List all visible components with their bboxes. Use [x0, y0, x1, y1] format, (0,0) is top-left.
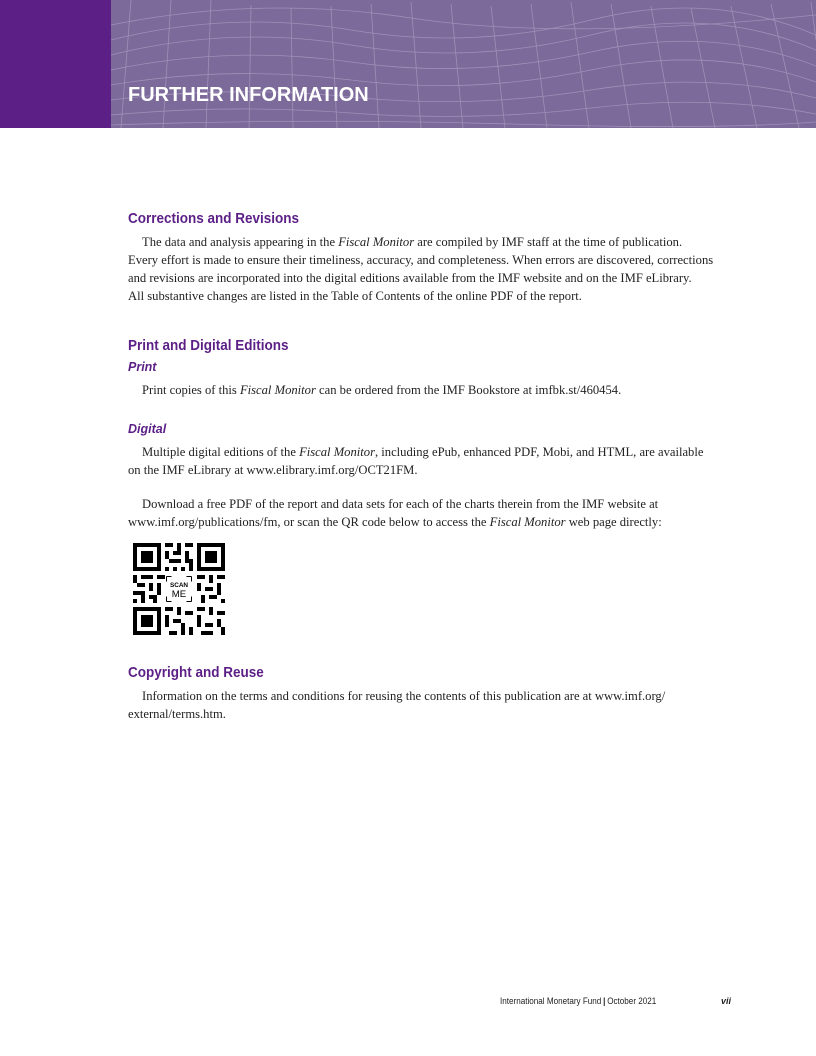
- footer-publisher: [500, 996, 656, 1006]
- page-title: FURTHER INFORMATION: [128, 84, 369, 106]
- copyright-heading: Copyright and Reuse: [128, 664, 264, 681]
- text-span: Every effort is made to ensure their timeliness, accuracy, and completeness. When errors are discovered, corrections: [128, 253, 714, 267]
- text-span: [114, 513, 662, 531]
- publication-title: Fiscal Monitor: [489, 515, 566, 529]
- digital-paragraph: [128, 443, 728, 479]
- header-accent-block: [0, 0, 111, 128]
- text-span: The data and analysis appearing in the: [142, 235, 339, 249]
- text-span: , including ePub, enhanced PDF, Mobi, and HTML, are available: [374, 445, 704, 459]
- print-subheading: Print: [128, 360, 157, 374]
- publisher-name: International Monetary Fund: [500, 996, 602, 1006]
- publication-date: October 2021: [607, 996, 657, 1006]
- text-span: and revisions are incorporated into the digital editions available from the IMF website and on the IMF eLibrary.: [128, 271, 692, 285]
- footer-separator: |: [603, 996, 606, 1006]
- qr-label-scan: SCAN: [169, 582, 189, 589]
- text-span: are compiled by IMF staff at the time of publication.: [414, 235, 683, 249]
- header-wireframe-graphic: [111, 0, 816, 128]
- text-span: Information on the terms and conditions for reusing the contents of this publication are at www.imf.org/: [142, 689, 666, 703]
- editions-heading: Print and Digital Editions: [128, 337, 289, 354]
- download-paragraph: [128, 495, 728, 531]
- page-number: vii: [721, 996, 732, 1006]
- header-band: [0, 0, 816, 128]
- qr-code-icon[interactable]: [133, 542, 225, 636]
- text-span: All substantive changes are listed in the Table of Contents of the online PDF of the report.: [128, 289, 582, 303]
- corrections-paragraph: [128, 233, 728, 305]
- qr-label-me: ME: [171, 589, 187, 600]
- text-span: can be ordered from the IMF Bookstore at imfbk.st/460454.: [315, 383, 622, 397]
- text-span: on the IMF eLibrary at www.elibrary.imf.org/OCT21FM.: [128, 463, 418, 477]
- text-span: external/terms.htm.: [128, 707, 226, 721]
- copyright-paragraph: [128, 687, 728, 723]
- copyright-section: [128, 664, 728, 723]
- editions-section: [128, 337, 728, 531]
- text-span: web page directly:: [565, 515, 662, 529]
- publication-title: Fiscal Monitor: [239, 383, 316, 397]
- text-span: www.imf.org/publications/fm, or scan the QR code below to access the: [128, 515, 490, 529]
- publication-title: Fiscal Monitor: [338, 235, 415, 249]
- corrections-section: [128, 210, 728, 305]
- digital-subheading: Digital: [128, 422, 167, 436]
- text-span: Download a free PDF of the report and data sets for each of the charts therein from the IMF website at: [142, 497, 659, 511]
- main-content: [128, 210, 728, 721]
- print-paragraph: [128, 381, 728, 399]
- text-span: Multiple digital editions of the: [142, 445, 300, 459]
- publication-title: Fiscal Monitor: [299, 445, 375, 459]
- text-span: Print copies of this: [142, 383, 240, 397]
- page-footer: [500, 996, 732, 1006]
- corrections-heading: Corrections and Revisions: [128, 210, 300, 227]
